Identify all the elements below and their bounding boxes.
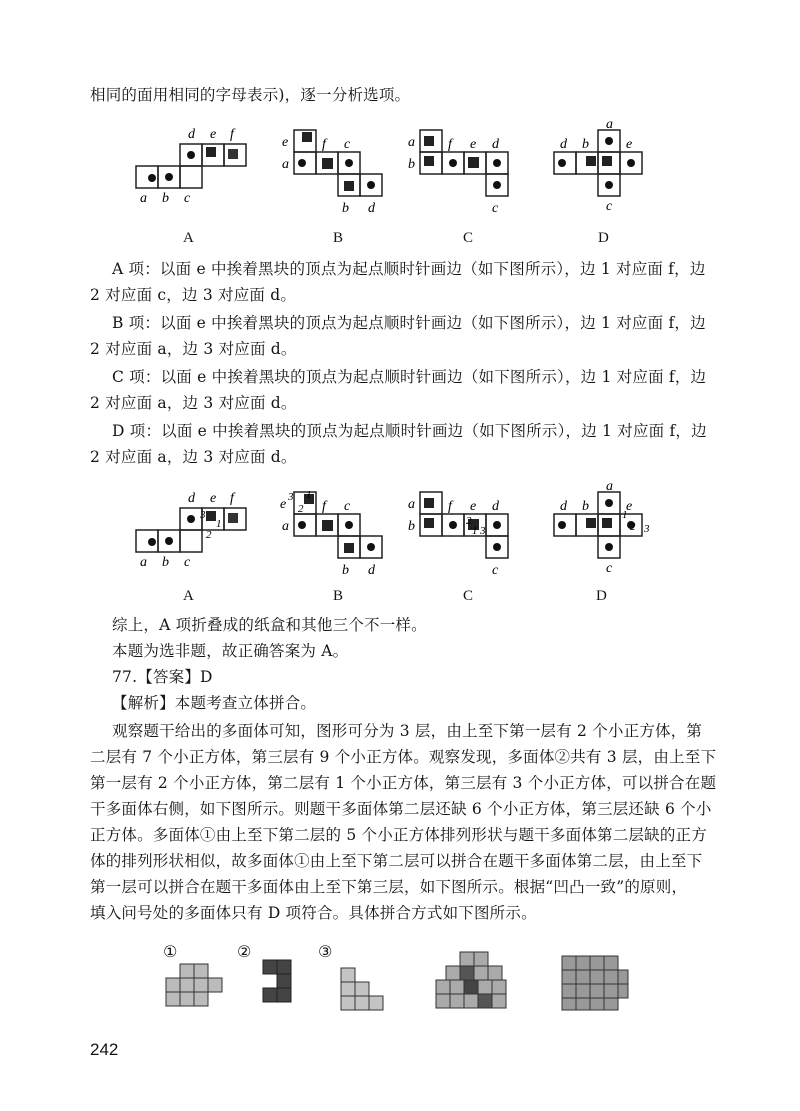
body-line-4: 干多面体右侧，如下图所示。则题干多面体第二层还缺 6 个小正方体，第三层还缺 6 个小: [90, 800, 712, 818]
svg-text:a: a: [282, 519, 289, 534]
label-a-2: A: [183, 588, 194, 604]
svg-text:b: b: [582, 499, 589, 514]
analysis-c-2: 2 对应面 a，边 3 对应面 d。: [90, 394, 297, 412]
svg-text:e: e: [626, 499, 633, 514]
svg-text:2: 2: [630, 521, 636, 533]
svg-text:c: c: [492, 201, 499, 216]
svg-text:b: b: [582, 137, 589, 152]
analysis-d-1: D 项：以面 e 中挨着黑块的顶点为起点顺时针画边（如下图所示），边 1 对应面 f，边: [112, 422, 707, 440]
label-c-2: C: [463, 588, 474, 604]
label-b-2: B: [333, 588, 344, 604]
svg-text:d: d: [188, 491, 195, 506]
svg-text:b: b: [162, 555, 169, 570]
svg-text:a: a: [408, 497, 415, 512]
svg-text:1: 1: [472, 525, 478, 537]
svg-text:2: 2: [206, 529, 212, 541]
analysis-b-1: B 项：以面 e 中挨着黑块的顶点为起点顺时针画边（如下图所示），边 1 对应面 f，边: [112, 314, 706, 332]
body-line-6: 体的排列形状相似，故多面体①由上至下第二层可以拼合在题干多面体第二层，由上至下: [90, 852, 703, 870]
net-a-top: [130, 118, 260, 212]
svg-text:e: e: [210, 491, 217, 506]
svg-text:c: c: [184, 555, 191, 570]
svg-text:e: e: [626, 137, 633, 152]
solid-combined-2: [556, 950, 636, 1024]
face-e: e: [210, 127, 217, 142]
analysis-heading: 【解析】本题考查立体拼合。: [112, 694, 317, 712]
svg-text:f: f: [230, 491, 234, 506]
label-d: D: [598, 230, 609, 246]
solid-3: [335, 962, 405, 1016]
svg-text:3: 3: [644, 523, 650, 535]
svg-text:b: b: [342, 201, 349, 216]
solid-label-1: ①: [163, 942, 178, 961]
svg-text:c: c: [492, 563, 499, 578]
svg-text:2: 2: [298, 503, 304, 515]
body-line-5: 正方体。多面体①由上至下第二层的 5 个小正方体排列形状与题干多面体第二层缺的正方: [90, 826, 707, 844]
svg-text:a: a: [606, 118, 613, 132]
net-c-top: [406, 126, 536, 225]
label-d-2: D: [596, 588, 607, 604]
svg-text:c: c: [344, 137, 351, 152]
svg-text:f: f: [448, 137, 452, 152]
svg-text:a: a: [282, 157, 289, 172]
body-line-1: 观察题干给出的多面体可知，图形可分为 3 层，由上至下第一层有 2 个小正方体，第: [112, 722, 703, 740]
summary-1: 综上，A 项折叠成的纸盒和其他三个不一样。: [112, 616, 427, 634]
svg-text:d: d: [492, 137, 499, 152]
svg-text:d: d: [560, 499, 567, 514]
svg-text:b: b: [408, 519, 415, 534]
svg-text:f: f: [322, 499, 326, 514]
net-b-top: [278, 126, 408, 225]
net-d-top: [552, 118, 652, 222]
page-number: 242: [90, 1040, 119, 1059]
svg-text:d: d: [560, 137, 567, 152]
answer-77: 77.【答案】D: [112, 668, 213, 686]
svg-text:e: e: [470, 499, 477, 514]
label-c: C: [463, 230, 474, 246]
svg-text:e: e: [280, 497, 287, 512]
face-d: d: [188, 127, 195, 142]
solid-2: [255, 956, 305, 1020]
svg-text:3: 3: [480, 525, 486, 537]
intro-text: 相同的面用相同的字母表示)，逐一分析选项。: [90, 86, 411, 104]
face-f: f: [230, 127, 234, 142]
svg-text:c: c: [606, 199, 613, 214]
label-b: B: [333, 230, 344, 246]
body-line-3: 第一层有 2 个小正方体，第二层有 1 个小正方体，第三层有 3 个小正方体，可以拼合在题: [90, 774, 717, 792]
svg-text:1: 1: [216, 518, 222, 530]
summary-2: 本题为选非题，故正确答案为 A。: [112, 642, 349, 660]
solid-label-2: ②: [237, 942, 252, 961]
analysis-a-2: 2 对应面 c，边 3 对应面 d。: [90, 286, 297, 304]
svg-text:1: 1: [622, 509, 628, 521]
svg-text:b: b: [342, 563, 349, 578]
svg-text:f: f: [448, 499, 452, 514]
svg-text:a: a: [606, 480, 613, 494]
svg-text:c: c: [606, 561, 613, 576]
analysis-b-2: 2 对应面 a，边 3 对应面 d。: [90, 340, 297, 358]
svg-text:a: a: [408, 135, 415, 150]
svg-text:e: e: [470, 137, 477, 152]
svg-text:c: c: [344, 499, 351, 514]
body-line-8: 填入问号处的多面体只有 D 项符合。具体拼合方式如下图所示。: [90, 904, 537, 922]
svg-text:e: e: [282, 135, 289, 150]
solid-label-3: ③: [318, 942, 333, 961]
net-b-edges: [278, 488, 408, 587]
svg-text:a: a: [140, 555, 147, 570]
svg-text:3: 3: [200, 509, 206, 521]
face-b: b: [162, 191, 169, 206]
analysis-a-1: A 项：以面 e 中挨着黑块的顶点为起点顺时针画边（如下图所示），边 1 对应面 f，边: [112, 260, 706, 278]
svg-text:d: d: [492, 499, 499, 514]
solid-combined-1: [432, 948, 512, 1022]
face-a: a: [140, 191, 147, 206]
net-d-edges: [552, 480, 662, 584]
svg-text:3: 3: [288, 491, 294, 503]
svg-text:2: 2: [466, 515, 472, 527]
analysis-c-1: C 项：以面 e 中挨着黑块的顶点为起点顺时针画边（如下图所示），边 1 对应面 f，边: [112, 368, 707, 386]
analysis-d-2: 2 对应面 a，边 3 对应面 d。: [90, 448, 297, 466]
svg-text:f: f: [322, 137, 326, 152]
net-a-edges: [130, 480, 260, 579]
solid-1: [160, 960, 230, 1014]
svg-text:1: 1: [306, 489, 312, 501]
net-c-edges: [406, 488, 536, 587]
svg-text:b: b: [408, 157, 415, 172]
face-c: c: [184, 191, 191, 206]
body-line-2: 二层有 7 个小正方体，第三层有 9 个小正方体。观察发现，多面体②共有 3 层，由上至下: [90, 748, 717, 766]
svg-text:d: d: [368, 563, 375, 578]
svg-text:d: d: [368, 201, 375, 216]
body-line-7: 第一层可以拼合在题干多面体由上至下第三层，如下图所示。根据“凹凸一致”的原则，: [90, 878, 688, 896]
label-a: A: [183, 230, 194, 246]
